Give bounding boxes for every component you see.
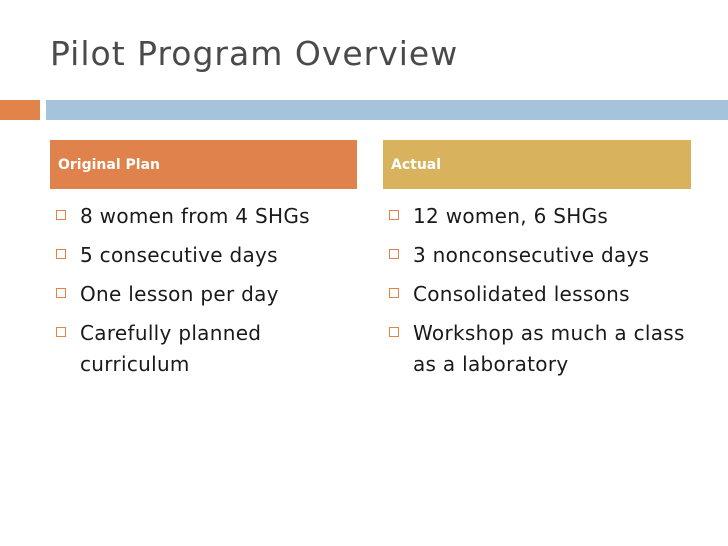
list-item-text: 12 women, 6 SHGs xyxy=(413,204,609,228)
actual-header: Actual xyxy=(383,140,691,189)
list-item-text: Workshop as much a class as a laboratory xyxy=(413,321,685,376)
title-accent-bar-blue xyxy=(46,100,728,120)
list-item-text: Consolidated lessons xyxy=(413,282,630,306)
square-bullet-icon xyxy=(56,210,66,220)
square-bullet-icon xyxy=(389,210,399,220)
square-bullet-icon xyxy=(389,249,399,259)
slide-title: Pilot Program Overview xyxy=(50,34,459,73)
square-bullet-icon xyxy=(56,327,66,337)
actual-column xyxy=(383,140,691,388)
actual-list xyxy=(383,201,691,380)
square-bullet-icon xyxy=(56,288,66,298)
list-item-text: 3 nonconsecutive days xyxy=(413,243,650,267)
title-accent-bar-orange xyxy=(0,100,40,120)
list-item xyxy=(50,240,357,271)
list-item-text: Carefully planned curriculum xyxy=(80,321,262,376)
square-bullet-icon xyxy=(389,327,399,337)
list-item-text: One lesson per day xyxy=(80,282,279,306)
list-item xyxy=(383,201,691,232)
list-item xyxy=(50,201,357,232)
original-plan-list xyxy=(50,201,357,380)
list-item-text: 8 women from 4 SHGs xyxy=(80,204,310,228)
list-item xyxy=(50,279,357,310)
list-item xyxy=(383,240,691,271)
square-bullet-icon xyxy=(56,249,66,259)
list-item xyxy=(383,279,691,310)
original-plan-header: Original Plan xyxy=(50,140,357,189)
square-bullet-icon xyxy=(389,288,399,298)
list-item xyxy=(50,318,357,380)
list-item-text: 5 consecutive days xyxy=(80,243,278,267)
list-item xyxy=(383,318,691,380)
original-plan-column xyxy=(50,140,357,388)
